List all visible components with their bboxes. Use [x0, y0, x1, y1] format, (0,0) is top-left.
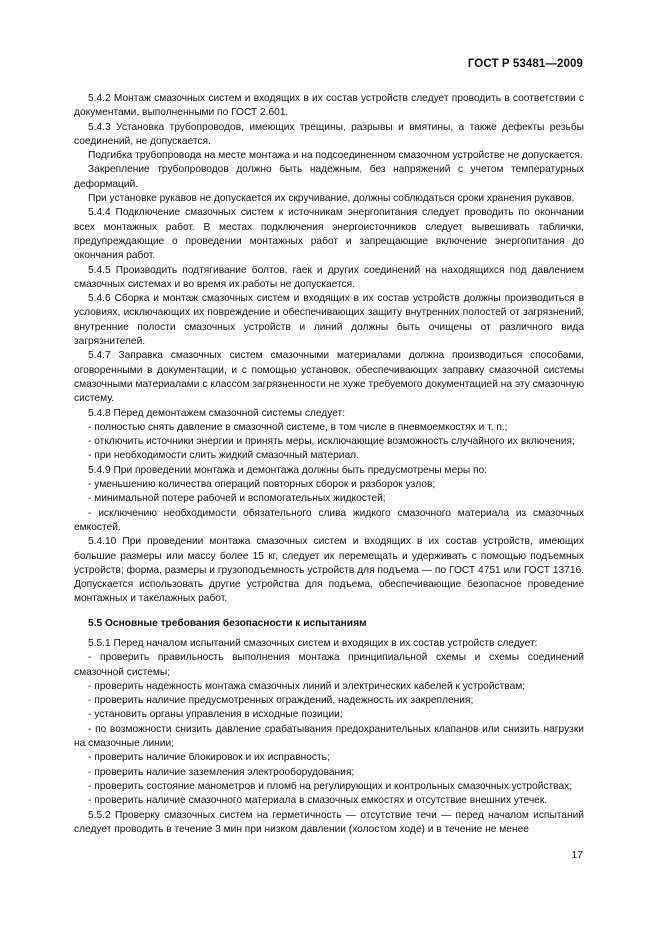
- paragraph: Подгибка трубопровода на месте монтажа и на подсоединенном смазочном устройстве не допускается.: [88, 150, 583, 162]
- paragraph: Закрепление трубопроводов должно быть надежным, без напряжений с учетом температурных деформаций.: [74, 164, 584, 190]
- list-item: - проверить надежность монтажа смазочных линий и электрических кабелей к устройствам;: [88, 680, 526, 692]
- list-item: - отключить источники энергии и принять меры, исключающие возможность случайного их включения;: [88, 436, 575, 448]
- list-item: - проверить наличие предусмотренных ограждений, надежность их закрепления;: [88, 695, 474, 707]
- list-item: - проверить наличие заземления электрооборудования;: [88, 766, 355, 778]
- list-item: - проверить правильность выполнения монтажа принципиальной схемы и схемы соединений смазочной системы;: [74, 652, 584, 678]
- list-item: - при необходимости слить жидкий смазочный материал.: [88, 450, 359, 462]
- page-body: [74, 92, 584, 837]
- list-item: - установить органы управления в исходные позиции;: [88, 709, 343, 721]
- list-item: - по возможности снизить давление срабатывания предохранительных клапанов или снизить нагрузки на смазочные линии;: [74, 723, 584, 750]
- paragraph: 5.4.10 При проведении монтажа смазочных систем и входящих в их состав устройств, имеющих большие размеры или массу более 15 кг, следует их перемещать и удерживать с помощью подъемных устройств; форма, размеры и грузоподъемность устройств для подъема — по ГОСТ 4751 или ГОСТ 13716. Допускается использовать другие устройства для подъема, обеспечивающие безопасное проведение монтажных и такелажных работ.: [74, 536, 584, 605]
- paragraph: 5.4.4 Подключение смазочных систем к источникам энергопитания следует проводить по окончании всех монтажных работ. В местах подключения энергоисточников следует вывешивать таблички, предупреждающие о проведении монтажных работ и запрещающие включение энергопитания до окончания работ.: [74, 207, 584, 262]
- document-header: ГОСТ Р 53481—2009: [467, 58, 583, 70]
- page-number: 17: [571, 849, 583, 861]
- list-item: - уменьшению количества операций повторных сборок и разборок узлов;: [88, 479, 436, 491]
- list-item: - полностью снять давление в смазочной системе, в том числе в пневмоемкостях и т. п.;: [88, 421, 508, 433]
- paragraph: 5.4.6 Сборка и монтаж смазочных систем и входящих в их состав устройств должны производиться в условиях, исключающих их повреждение и обеспечивающих защиту внутренних полостей от загрязнений; внутренние полости смазочных устройств и линий должны быть очищены от различного вида загрязнителей.: [74, 293, 584, 348]
- paragraph: 5.5.2 Проверку смазочных систем на герметичность — отсутствие течи — перед началом испытаний следует проводить в течение 3 мин при низком давлении (холостом ходе) и в течение не менее: [74, 809, 584, 835]
- section-heading: 5.5 Основные требования безопасности к испытаниям: [88, 617, 367, 629]
- list-item: - проверить наличие блокировок и их исправность;: [88, 752, 330, 764]
- paragraph: 5.4.5 Производить подтягивание болтов, гаек и других соединений на находящихся под давлением смазочных системах и во время их работы не допускается.: [74, 264, 584, 290]
- list-item: - проверить состояние манометров и пломб на регулирующих и контрольных смазочных устройствах;: [88, 780, 573, 792]
- paragraph: 5.4.2 Монтаж смазочных систем и входящих в их состав устройств следует проводить в соответствии с документами, выполненными по ГОСТ 2.601.: [74, 93, 584, 119]
- paragraph: 5.4.8 Перед демонтажем смазочной системы следует:: [88, 407, 346, 419]
- paragraph: 5.4.3 Установка трубопроводов, имеющих трещины, разрывы и вмятины, а также дефекты резьбы соединений, не допускается.: [74, 121, 584, 147]
- paragraph: 5.4.9 При проведении монтажа и демонтажа должны быть предусмотрены меры по:: [88, 464, 488, 476]
- paragraph: При установке рукавов не допускается их скручивание, должны соблюдаться сроки хранения рукавов.: [88, 193, 575, 205]
- paragraph: 5.5.1 Перед началом испытаний смазочных систем и входящих в их состав устройств следует:: [88, 637, 538, 649]
- list-item: - исключению необходимости обязательного слива жидкого смазочного материала из смазочных емкостей.: [74, 507, 584, 533]
- list-item: - проверить наличие смазочного материала в смазочных емкостях и отсутствие внешних утечек.: [88, 795, 548, 807]
- list-item: - минимальной потере рабочей и вспомогательных жидкостей;: [88, 493, 386, 505]
- paragraph: 5.4.7 Заправка смазочных систем смазочными материалами должна производиться способами, оговоренными в документации, и с помощью установок, обеспечивающих заправку смазочной системы смазочными материалами с классом загрязненности не хуже требуемого документацией на эту смазочную систему.: [74, 350, 584, 405]
